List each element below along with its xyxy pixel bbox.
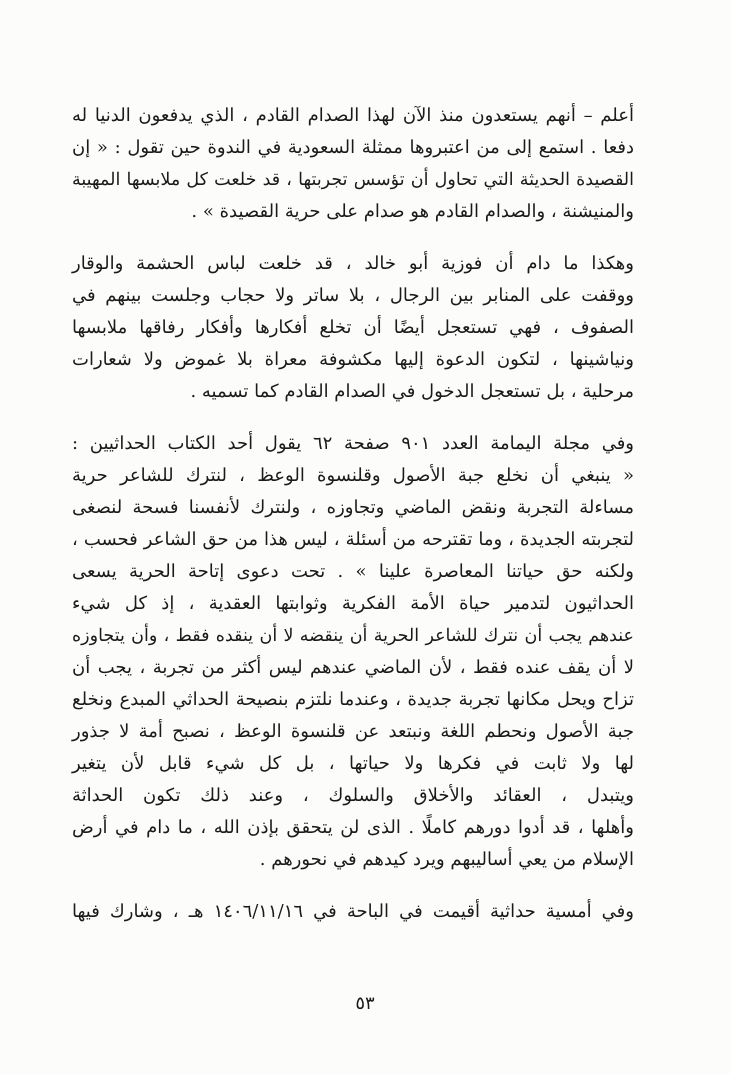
text-line: مساءلة التجربة ونقض الماضي وتجاوزه ، ولنترك لأنفسنا فسحة لنصغى [72,497,634,518]
text-line: ويتبدل ، العقائد والأخلاق والسلوك ، وعند ذلك تكون الحداثة [72,785,634,806]
text-line: الإسلام من يعي أساليبهم ويرد كيدهم في نحورهم . [259,849,634,870]
text-line: « ينبغي أن نخلع جبة الأصول وقلنسوة الوعظ ، لنترك للشاعر حرية [72,465,634,486]
text-line: تزاح ويحل مكانها تجربة جديدة ، وعندما نلتزم بنصيحة الحداثي المبدع ونخلع [72,689,634,710]
body-text [72,100,634,948]
text-line: وهكذا ما دام أن فوزية أبو خالد ، قد خلعت لباس الحشمة والوقار [72,253,634,274]
text-line: ولكنه حق حياتنا المعاصرة علينا » . تحت دعوى إتاحة الحرية يسعى [72,561,634,582]
text-line: الحداثيون لتدمير حياة الأمة الفكرية وثوابتها العقدية ، إذ كل شيء [72,593,634,614]
text-line: مرحلية ، بل تستعجل الدخول في الصدام القادم كما تسميه . [190,381,634,402]
text-line: القصيدة الحديثة التي تحاول أن تؤسس تجربتها ، قد خلعت كل ملابسها المهيبة [72,170,634,190]
text-line: جبة الأصول ونحطم اللغة ونبتعد عن قلنسوة الوعظ ، نصبح أمة لا جذور [72,721,634,742]
paragraph-4 [72,896,634,928]
paragraph-1 [72,100,634,228]
text-line: وأهلها ، قد أدوا دورهم كاملًا . الذى لن يتحقق بإذن الله ، ما دام في أرض [72,817,634,838]
text-line: والمنيشنة ، والصدام القادم هو صدام على حرية القصيدة » . [191,201,634,222]
paragraph-3 [72,428,634,876]
text-line: وفي أمسية حداثية أقيمت في الباحة في ١٤٠٦/١١/١٦ هـ ، وشارك فيها [72,901,634,922]
page-number: ٥٣ [355,993,375,1014]
text-line: وفي مجلة اليمامة العدد ٩٠١ صفحة ٦٢ يقول أحد الكتاب الحداثيين : [72,433,634,454]
paragraph-2 [72,248,634,408]
text-line: ونياشينها ، لتكون الدعوة إليها مكشوفة معراة بلا غموض ولا شعارات [72,349,634,370]
text-line: أعلم – أنهم يستعدون منذ الآن لهذا الصدام القادم ، الذي يدفعون الدنيا له [72,105,634,126]
text-line: ووقفت على المنابر بين الرجال ، بلا ساتر ولا حجاب وجلست بينهم في [72,285,634,306]
text-line: لا أن يقف عنده فقط ، لأن الماضي عندهم ليس أكثر من تجربة ، يجب أن [72,657,634,678]
text-line: دفعا . استمع إلى من اعتبروها ممثلة السعودية في الندوة حين تقول : « إن [72,137,634,158]
text-line: عندهم يجب أن نترك للشاعر الحرية أن ينقضه لا أن ينقده فقط ، وأن يتجاوزه [72,626,634,646]
text-line: لها ولا ثابت في فكرها ولا حياتها ، بل كل شيء قابل لأن يتغير [72,753,634,774]
text-line: الصفوف ، فهي تستعجل أيضًا أن تخلع أفكارها وأفكار رفاقها ملابسها [72,317,634,338]
text-line: لتجربته الجديدة ، وما تقترحه من أسئلة ، ليس هذا من حق الشاعر فحسب ، [72,529,634,550]
